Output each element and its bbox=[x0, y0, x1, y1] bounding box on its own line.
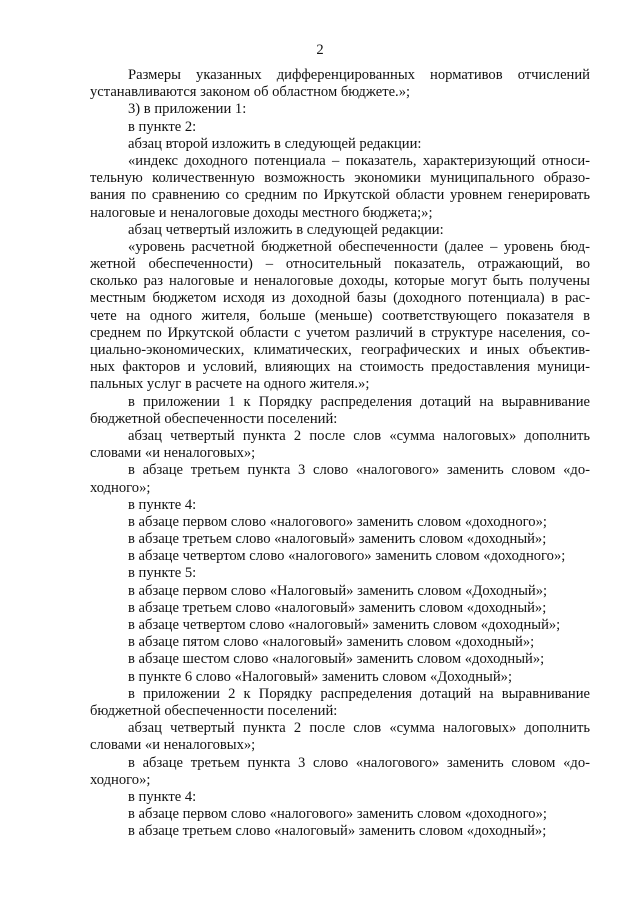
text-line: в приложении 2 к Порядку распределения дотаций на выравнивание bbox=[128, 685, 590, 702]
text-line: в пункте 6 слово «Налоговый» заменить словом «Доходный»; bbox=[128, 668, 512, 685]
text-line: бюджетной обеспеченности поселений: bbox=[90, 410, 338, 427]
text-line: среднем по Иркутской области с учетом различий в структуре населения, со- bbox=[90, 324, 590, 341]
text-line: словами «и неналоговых»; bbox=[90, 445, 256, 462]
text-line: сколько раз налоговые и неналоговые доходы, которые могут быть получены bbox=[90, 273, 590, 290]
text-line: в абзаце первом слово «налогового» заменить словом «доходного»; bbox=[128, 806, 547, 823]
text-line: в пункте 2: bbox=[128, 118, 197, 135]
text-line: в абзаце третьем пункта 3 слово «налогового» заменить словом «до- bbox=[128, 754, 590, 771]
text-line: абзац четвертый изложить в следующей редакции: bbox=[128, 221, 444, 238]
text-line: местным бюджетом исходя из доходной базы (доходного потенциала) в рас- bbox=[90, 290, 590, 307]
text-line: ных факторов и условий, влияющих на стоимость предоставления муници- bbox=[90, 359, 590, 376]
text-line: в абзаце четвертом слово «налоговый» заменить словом «доходный»; bbox=[128, 617, 561, 633]
text-line: в абзаце четвертом слово «налогового» заменить словом «доходного»; bbox=[128, 548, 566, 565]
text-line: ходного»; bbox=[90, 771, 151, 788]
text-line: словами «и неналоговых»; bbox=[90, 737, 256, 754]
text-line: в пункте 4: bbox=[128, 788, 197, 805]
text-line: в абзаце третьем слово «налоговый» заменить словом «доходный»; bbox=[128, 823, 547, 840]
text-line: 3) в приложении 1: bbox=[128, 101, 247, 118]
text-line: абзац четвертый пункта 2 после слов «сумма налоговых» дополнить bbox=[128, 720, 590, 737]
text-line: абзац второй изложить в следующей редакции: bbox=[128, 135, 422, 152]
text-line: абзац четвертый пункта 2 после слов «сумма налоговых» дополнить bbox=[128, 427, 590, 444]
text-line: в абзаце третьем пункта 3 слово «налогового» заменить словом «до- bbox=[128, 462, 590, 479]
text-line: в абзаце пятом слово «налоговый» заменить словом «доходный»; bbox=[128, 634, 535, 651]
text-line: жетной обеспеченности) – относительный показатель, отражающий, во bbox=[90, 256, 590, 273]
text-line: циально-экономических, климатических, географических и иных объектив- bbox=[90, 342, 590, 358]
text-line: в пункте 5: bbox=[128, 565, 197, 582]
text-line: в абзаце шестом слово «налоговый» заменить словом «доходный»; bbox=[128, 651, 545, 668]
text-line: ходного»; bbox=[90, 479, 151, 496]
page-number: 2 bbox=[316, 42, 324, 58]
text-line: Размеры указанных дифференцированных нормативов отчислений bbox=[128, 67, 590, 83]
text-line: тельную количественную возможность экономики муниципального образо- bbox=[90, 170, 590, 187]
text-line: бюджетной обеспеченности поселений: bbox=[90, 702, 338, 719]
text-line: чете на одного жителя, больше (меньше) соответствующего показателя в bbox=[90, 307, 590, 324]
text-line: «индекс доходного потенциала – показатель, характеризующий относи- bbox=[128, 152, 590, 169]
document-body bbox=[90, 67, 590, 840]
text-line: налоговые и неналоговые доходы местного бюджета;»; bbox=[90, 204, 433, 221]
text-line: в абзаце первом слово «налогового» заменить словом «доходного»; bbox=[128, 513, 547, 530]
text-line: в абзаце третьем слово «налоговый» заменить словом «доходный»; bbox=[128, 599, 547, 616]
text-line: вания по сравнению со средним по Иркутской области уровнем генерировать bbox=[90, 187, 590, 204]
text-line: устанавливаются законом об областном бюджете.»; bbox=[90, 84, 411, 101]
text-line: в пункте 4: bbox=[128, 496, 197, 513]
text-line: пальных услуг в расчете на одного жителя.»; bbox=[90, 376, 370, 393]
text-line: в абзаце первом слово «Налоговый» заменить словом «Доходный»; bbox=[128, 582, 548, 599]
text-line: в приложении 1 к Порядку распределения дотаций на выравнивание bbox=[128, 393, 590, 410]
text-line: «уровень расчетной бюджетной обеспеченности (далее – уровень бюд- bbox=[128, 238, 590, 255]
text-line: в абзаце третьем слово «налоговый» заменить словом «доходный»; bbox=[128, 531, 547, 548]
